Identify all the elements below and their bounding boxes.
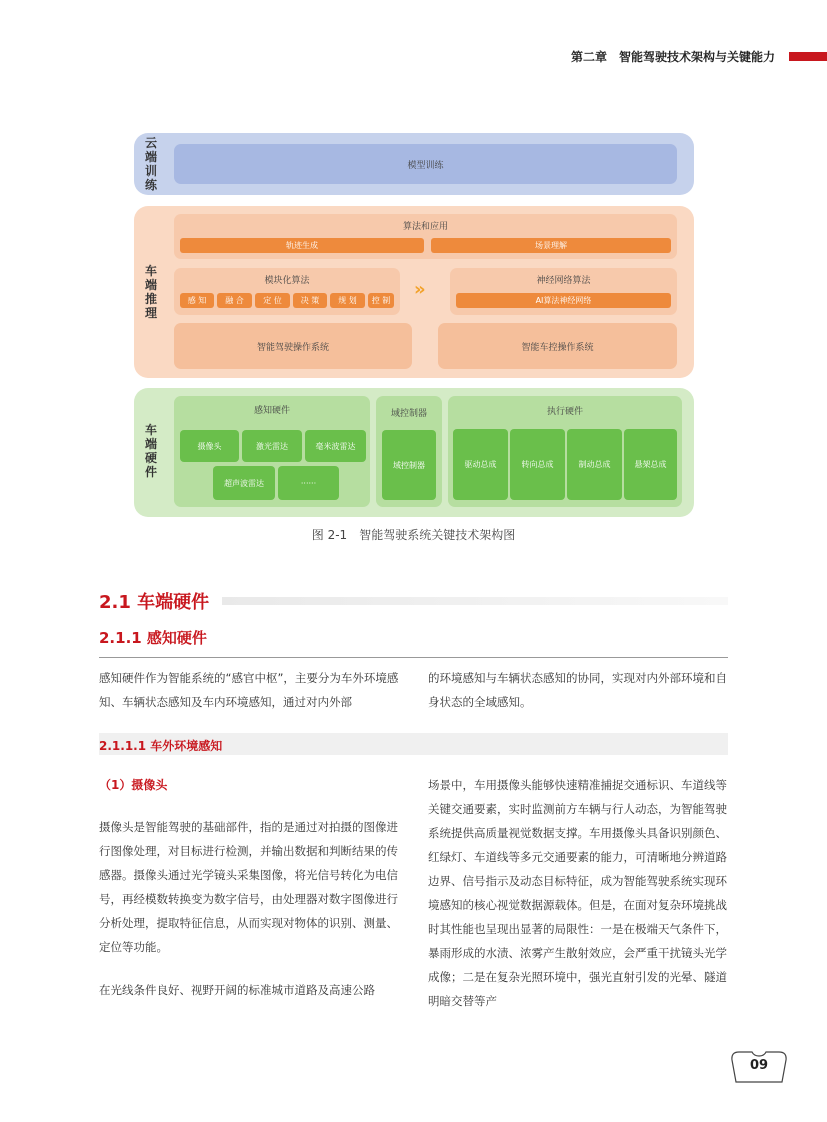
chapter-title: 第二章 智能驾驶技术架构与关键能力 xyxy=(570,49,775,64)
sensor-more: ······ xyxy=(278,466,339,500)
vehicle-hardware-label: 车端硬件 xyxy=(144,423,157,479)
execution-hardware-panel: 执行硬件 xyxy=(448,396,682,507)
domain-controller-panel: 域控制器 xyxy=(376,396,442,507)
module-localization: 定 位 xyxy=(255,293,290,308)
scene-understanding-chip: 场景理解 xyxy=(431,238,671,253)
vehicle-inference-label: 车端推理 xyxy=(144,264,157,320)
module-control: 控 制 xyxy=(368,293,394,308)
camera-paragraph-2: 在光线条件良好、视野开阔的标准城市道路及高速公路 xyxy=(99,983,375,997)
intro-paragraph-left: 感知硬件作为智能系统的“感官中枢”，主要分为车外环境感知、车辆状态感知及车内环境感知，通过对内外部 xyxy=(99,671,399,709)
section-heading-bar xyxy=(222,597,728,605)
header-accent-bar xyxy=(789,52,827,61)
section-heading: 2.1 车端硬件 xyxy=(99,592,210,613)
neural-network-algorithm-box: 神经网络算法 xyxy=(450,268,677,315)
running-header xyxy=(571,46,827,66)
ai-neural-network-chip: AI算法神经网络 xyxy=(456,293,671,308)
actuator-brake: 制动总成 xyxy=(567,429,622,500)
sensor-lidar: 激光雷达 xyxy=(242,430,302,462)
page-number: 09 xyxy=(749,1058,769,1073)
sensing-hardware-panel: 感知硬件 xyxy=(174,396,370,507)
trajectory-generation-chip: 轨迹生成 xyxy=(180,238,424,253)
vehicle-control-os-box: 智能车控操作系统 xyxy=(438,323,677,369)
autonomous-driving-os-box: 智能驾驶操作系统 xyxy=(174,323,412,369)
camera-heading: （1）摄像头 xyxy=(99,778,168,792)
sensor-mmwave-radar: 毫米波雷达 xyxy=(305,430,366,462)
sensor-ultrasonic-radar: 超声波雷达 xyxy=(213,466,275,500)
module-perception: 感 知 xyxy=(180,293,214,308)
architecture-diagram xyxy=(134,133,694,517)
actuator-drive: 驱动总成 xyxy=(453,429,508,500)
camera-paragraph-3: 场景中，车用摄像头能够快速精准捕捉交通标识、车道线等关键交通要素，实时监测前方车辆与行人动态，为智能驾驶系统提供高质量视觉数据支撑。车用摄像头具备识别颜色、红绿灯、车道线等多元交通要素的能力，可清晰地分辨道路边界、信号指示及动态目标特征，成为智能驾驶系统实现环境感知的核心视觉数据源载体。但是，在面对复杂环境挑战时其性能也呈现出显著的局限性：一是在极端天气条件下，暴雨形成的水渍、浓雾产生散射效应，会严重干扰镜头光学成像；二是在复杂光照环境中，强光直射引发的光晕、隧道明暗交替等产 xyxy=(428,778,727,1008)
module-decision: 决 策 xyxy=(293,293,327,308)
domain-controller-box: 域控制器 xyxy=(382,430,436,500)
intro-paragraph-right: 的环境感知与车辆状态感知的协同，实现对内外部环境和自身状态的全域感知。 xyxy=(428,671,727,709)
actuator-suspension: 悬架总成 xyxy=(624,429,677,500)
camera-paragraph-1: 摄像头是智能驾驶的基础部件，指的是通过对拍摄的图像进行图像处理，对目标进行检测，并输出数据和判断结果的传感器。摄像头通过光学镜头采集图像，将光信号转化为电信号，再经模数转换变为数字信号，由处理器对数字图像进行分析处理，提取特征信息，从而实现对物体的识别、测量、定位等功能。 xyxy=(99,820,398,954)
cloud-training-label: 云端训练 xyxy=(144,136,157,192)
module-fusion: 融 合 xyxy=(217,293,252,308)
subsection-heading: 2.1.1 感知硬件 xyxy=(99,629,207,647)
sensor-camera: 摄像头 xyxy=(180,430,239,462)
divider xyxy=(99,657,728,658)
module-planning: 规 划 xyxy=(330,293,365,308)
subsubsection-heading: 2.1.1.1 车外环境感知 xyxy=(99,739,223,753)
algorithm-application-box: 算法和应用 xyxy=(174,214,677,259)
actuator-steering: 转向总成 xyxy=(510,429,565,500)
figure-caption: 图 2-1 智能驾驶系统关键技术架构图 xyxy=(311,528,516,542)
model-training-box: 模型训练 xyxy=(174,144,677,184)
modular-algorithm-box: 模块化算法 xyxy=(174,268,400,315)
double-chevron-right-icon: » xyxy=(414,279,422,300)
